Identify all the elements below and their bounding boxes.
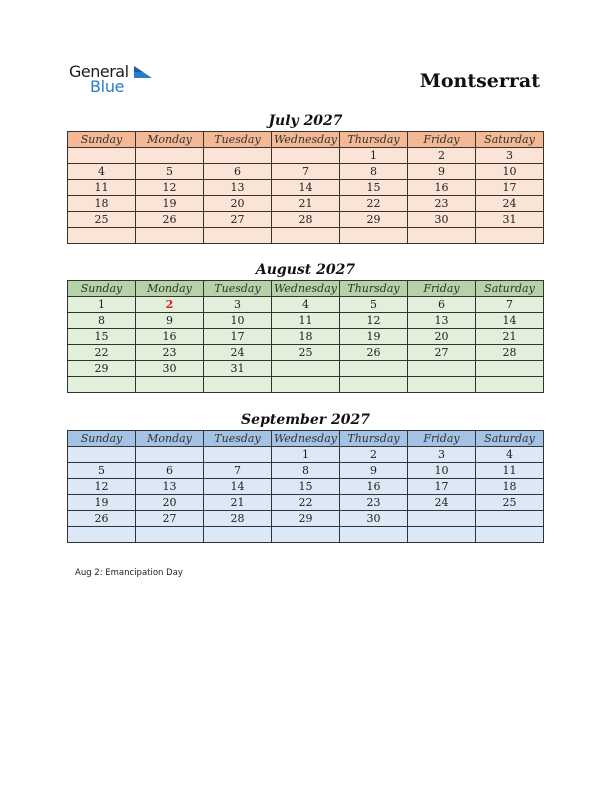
day-cell: 9 xyxy=(408,164,476,180)
day-cell: 23 xyxy=(340,495,408,511)
empty-day-cell xyxy=(204,447,272,463)
week-row xyxy=(68,313,544,329)
day-cell: 19 xyxy=(340,329,408,345)
day-cell: 14 xyxy=(204,479,272,495)
day-cell: 10 xyxy=(204,313,272,329)
empty-day-cell xyxy=(204,148,272,164)
day-cell: 6 xyxy=(204,164,272,180)
month-july xyxy=(67,111,544,244)
day-cell: 8 xyxy=(68,313,136,329)
day-cell: 16 xyxy=(408,180,476,196)
weekday-header: Wednesday xyxy=(272,281,340,297)
week-row xyxy=(68,479,544,495)
day-cell: 22 xyxy=(68,345,136,361)
day-cell: 28 xyxy=(476,345,544,361)
empty-day-cell xyxy=(272,148,340,164)
month-august xyxy=(67,260,544,393)
day-cell: 26 xyxy=(340,345,408,361)
day-cell: 17 xyxy=(408,479,476,495)
day-cell: 5 xyxy=(136,164,204,180)
day-cell: 30 xyxy=(408,212,476,228)
empty-day-cell xyxy=(136,148,204,164)
weekday-header: Tuesday xyxy=(204,281,272,297)
day-cell: 16 xyxy=(136,329,204,345)
empty-day-cell xyxy=(272,228,340,244)
empty-day-cell xyxy=(136,228,204,244)
day-cell: 18 xyxy=(68,196,136,212)
day-cell: 25 xyxy=(68,212,136,228)
day-cell: 29 xyxy=(340,212,408,228)
empty-day-cell xyxy=(68,527,136,543)
weekday-header: Thursday xyxy=(340,132,408,148)
weekday-header-row xyxy=(68,431,544,447)
day-cell: 28 xyxy=(204,511,272,527)
empty-day-cell xyxy=(136,527,204,543)
brand-logo xyxy=(69,62,169,96)
day-cell: 24 xyxy=(204,345,272,361)
day-cell: 9 xyxy=(340,463,408,479)
day-cell: 31 xyxy=(204,361,272,377)
weekday-header: Wednesday xyxy=(272,132,340,148)
empty-day-cell xyxy=(340,377,408,393)
empty-day-cell xyxy=(408,511,476,527)
brand-name-general: General xyxy=(69,62,129,81)
flag-logo-icon xyxy=(133,65,153,79)
calendar-table xyxy=(67,430,544,543)
weekday-header: Friday xyxy=(408,132,476,148)
day-cell: 4 xyxy=(272,297,340,313)
empty-day-cell xyxy=(204,228,272,244)
day-cell: 4 xyxy=(68,164,136,180)
empty-day-cell xyxy=(340,527,408,543)
day-cell: 21 xyxy=(476,329,544,345)
day-cell: 25 xyxy=(272,345,340,361)
month-title: August 2027 xyxy=(255,262,356,278)
week-row xyxy=(68,377,544,393)
day-cell: 26 xyxy=(136,212,204,228)
empty-day-cell xyxy=(340,228,408,244)
empty-day-cell xyxy=(476,511,544,527)
week-row xyxy=(68,148,544,164)
day-cell: 15 xyxy=(340,180,408,196)
empty-day-cell xyxy=(68,228,136,244)
weekday-header: Saturday xyxy=(476,132,544,148)
weekday-header-row xyxy=(68,132,544,148)
day-cell: 27 xyxy=(204,212,272,228)
day-cell: 21 xyxy=(204,495,272,511)
week-row xyxy=(68,164,544,180)
day-cell: 19 xyxy=(68,495,136,511)
day-cell: 24 xyxy=(408,495,476,511)
weekday-header: Saturday xyxy=(476,431,544,447)
day-cell: 30 xyxy=(340,511,408,527)
weekday-header: Monday xyxy=(136,132,204,148)
empty-day-cell xyxy=(272,377,340,393)
empty-day-cell xyxy=(476,527,544,543)
day-cell: 20 xyxy=(204,196,272,212)
day-cell: 31 xyxy=(476,212,544,228)
day-cell: 10 xyxy=(408,463,476,479)
day-cell: 14 xyxy=(272,180,340,196)
empty-day-cell xyxy=(204,527,272,543)
day-cell: 12 xyxy=(340,313,408,329)
weekday-header: Tuesday xyxy=(204,132,272,148)
day-cell: 8 xyxy=(340,164,408,180)
day-cell: 19 xyxy=(136,196,204,212)
empty-day-cell xyxy=(340,361,408,377)
empty-day-cell xyxy=(408,527,476,543)
week-row xyxy=(68,511,544,527)
empty-day-cell xyxy=(272,527,340,543)
empty-day-cell xyxy=(476,228,544,244)
week-row xyxy=(68,463,544,479)
day-cell: 12 xyxy=(136,180,204,196)
day-cell: 10 xyxy=(476,164,544,180)
week-row xyxy=(68,527,544,543)
week-row xyxy=(68,345,544,361)
calendar-table xyxy=(67,131,544,244)
day-cell: 5 xyxy=(68,463,136,479)
weekday-header: Saturday xyxy=(476,281,544,297)
week-row xyxy=(68,495,544,511)
day-cell: 22 xyxy=(272,495,340,511)
day-cell: 8 xyxy=(272,463,340,479)
day-cell: 2 xyxy=(340,447,408,463)
day-cell: 15 xyxy=(272,479,340,495)
day-cell: 16 xyxy=(340,479,408,495)
weekday-header: Thursday xyxy=(340,431,408,447)
day-cell: 24 xyxy=(476,196,544,212)
empty-day-cell xyxy=(476,361,544,377)
empty-day-cell xyxy=(136,377,204,393)
day-cell: 11 xyxy=(476,463,544,479)
weekday-header: Friday xyxy=(408,431,476,447)
empty-day-cell xyxy=(408,228,476,244)
weekday-header: Tuesday xyxy=(204,431,272,447)
day-cell: 28 xyxy=(272,212,340,228)
day-cell: 9 xyxy=(136,313,204,329)
week-row xyxy=(68,329,544,345)
day-cell: 1 xyxy=(68,297,136,313)
week-row xyxy=(68,228,544,244)
day-cell: 23 xyxy=(136,345,204,361)
day-cell: 3 xyxy=(408,447,476,463)
day-cell: 11 xyxy=(272,313,340,329)
holiday-note: Aug 2: Emancipation Day xyxy=(75,568,183,578)
day-cell: 2 xyxy=(408,148,476,164)
day-cell: 23 xyxy=(408,196,476,212)
day-cell: 13 xyxy=(408,313,476,329)
weekday-header-row xyxy=(68,281,544,297)
weekday-header: Wednesday xyxy=(272,431,340,447)
day-cell: 17 xyxy=(204,329,272,345)
week-row xyxy=(68,361,544,377)
day-cell: 7 xyxy=(204,463,272,479)
weekday-header: Sunday xyxy=(68,431,136,447)
weekday-header: Monday xyxy=(136,431,204,447)
holiday-day-cell: 2 xyxy=(136,297,204,313)
day-cell: 4 xyxy=(476,447,544,463)
weekday-header: Thursday xyxy=(340,281,408,297)
day-cell: 20 xyxy=(136,495,204,511)
day-cell: 18 xyxy=(272,329,340,345)
empty-day-cell xyxy=(408,377,476,393)
month-title: September 2027 xyxy=(241,412,370,428)
day-cell: 25 xyxy=(476,495,544,511)
day-cell: 6 xyxy=(408,297,476,313)
day-cell: 30 xyxy=(136,361,204,377)
day-cell: 1 xyxy=(272,447,340,463)
day-cell: 21 xyxy=(272,196,340,212)
country-title: Montserrat xyxy=(419,70,540,92)
day-cell: 27 xyxy=(136,511,204,527)
weekday-header: Friday xyxy=(408,281,476,297)
day-cell: 13 xyxy=(136,479,204,495)
day-cell: 11 xyxy=(68,180,136,196)
day-cell: 14 xyxy=(476,313,544,329)
week-row xyxy=(68,297,544,313)
empty-day-cell xyxy=(68,377,136,393)
day-cell: 6 xyxy=(136,463,204,479)
empty-day-cell xyxy=(68,447,136,463)
day-cell: 18 xyxy=(476,479,544,495)
day-cell: 12 xyxy=(68,479,136,495)
month-september xyxy=(67,410,544,543)
empty-day-cell xyxy=(136,447,204,463)
day-cell: 3 xyxy=(476,148,544,164)
weekday-header: Sunday xyxy=(68,132,136,148)
day-cell: 15 xyxy=(68,329,136,345)
empty-day-cell xyxy=(68,148,136,164)
month-title: July 2027 xyxy=(268,113,343,129)
week-row xyxy=(68,196,544,212)
day-cell: 22 xyxy=(340,196,408,212)
weekday-header: Monday xyxy=(136,281,204,297)
week-row xyxy=(68,180,544,196)
day-cell: 27 xyxy=(408,345,476,361)
day-cell: 5 xyxy=(340,297,408,313)
empty-day-cell xyxy=(272,361,340,377)
day-cell: 1 xyxy=(340,148,408,164)
empty-day-cell xyxy=(204,377,272,393)
day-cell: 26 xyxy=(68,511,136,527)
day-cell: 17 xyxy=(476,180,544,196)
day-cell: 29 xyxy=(68,361,136,377)
weekday-header: Sunday xyxy=(68,281,136,297)
day-cell: 3 xyxy=(204,297,272,313)
week-row xyxy=(68,447,544,463)
empty-day-cell xyxy=(476,377,544,393)
empty-day-cell xyxy=(408,361,476,377)
day-cell: 29 xyxy=(272,511,340,527)
day-cell: 20 xyxy=(408,329,476,345)
brand-name-blue: Blue xyxy=(90,77,125,96)
week-row xyxy=(68,212,544,228)
day-cell: 7 xyxy=(272,164,340,180)
day-cell: 7 xyxy=(476,297,544,313)
day-cell: 13 xyxy=(204,180,272,196)
calendar-table xyxy=(67,280,544,393)
